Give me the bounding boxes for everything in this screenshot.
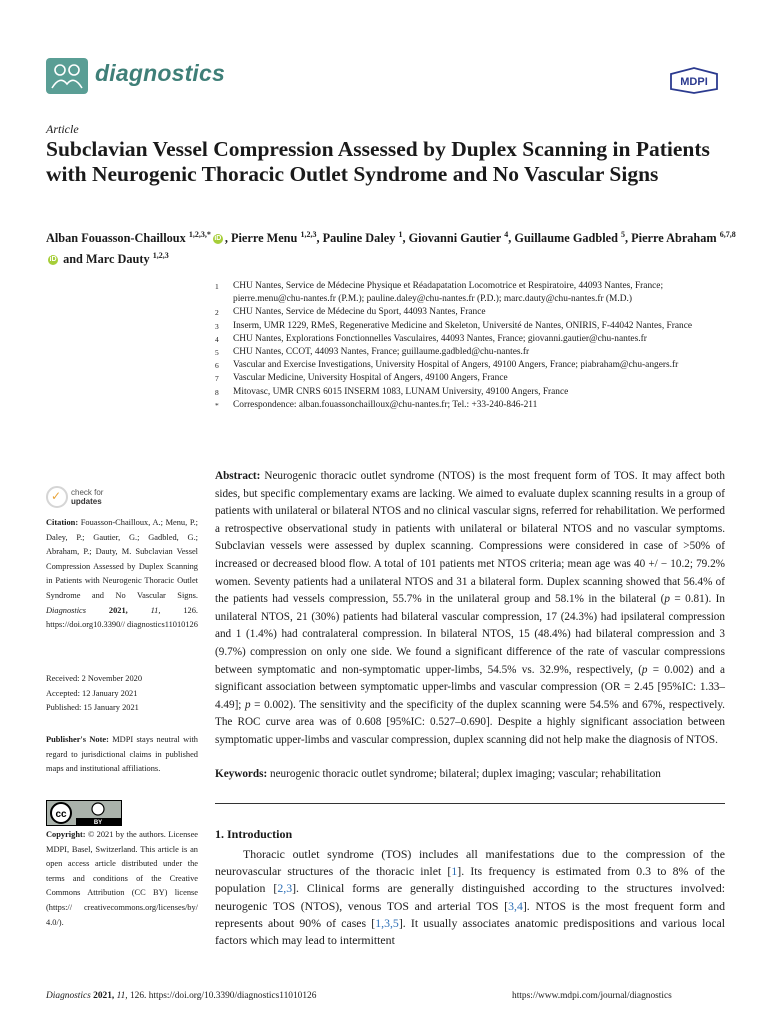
affiliation: 1 CHU Nantes, Service de Médecine Physique et Réadapatation Locomotrice et Respiratoire, 44093 Nantes, France; pierre.menu@chu-nantes.fr (P.M.); pauline.daley@chu-nantes.fr (P.D.); marc.dauty@chu-nantes.fr (M.D.) [215,281,664,305]
author-affil: 6,7,8 [719,230,736,239]
intro-paragraph: Thoracic outlet syndrome (TOS) includes all manifestations due to the compression of the neurovascular structures of the thoracic inlet [1]. Its frequency is estimated from 0.3 to 8% of the population [2,3]. Clinical forms are generally distinguished according to the structures involved: neurogenic TOS (NTOS), venous TOS and arterial TOS [3,4]. NTOS is the most frequent form and represents about 90% of cases [1,3,5]. It usually associates anatomic predispositions and various local factors which may lead to intermittent [215,847,726,948]
author-name[interactable]: Pauline Daley [322,231,396,246]
reference-link[interactable]: 1 [451,864,458,879]
affiliation: 3 Inserm, UMR 1229, RMeS, Regenerative Medicine and Skeleton, Université de Nantes, ONIRIS, F-44042 Nantes, France [215,320,693,331]
author-affil: 1,2,3,* [188,230,211,239]
svg-text:MDPI: MDPI [680,76,708,88]
author-affil: 1,2,3 [300,230,317,239]
affiliation: 5 CHU Nantes, CCOT, 44093 Nantes, France; guillaume.gadbled@chu-nantes.fr [215,347,530,358]
journal-name[interactable]: diagnostics [95,60,226,86]
author-affil: 1,2,3 [152,251,169,261]
cc-by-license-icon[interactable] [46,800,122,826]
orcid-icon[interactable]: iD [49,256,57,264]
check-updates-label[interactable]: check for updates [71,488,104,506]
affiliations [215,280,730,412]
footer-citation: Diagnostics 2021, 11, 126. https://doi.org/10.3390/diagnostics11010126 [46,991,317,1001]
footer-journal-url[interactable]: https://www.mdpi.com/journal/diagnostics [512,991,672,1001]
published-date: Published: 15 January 2021 [46,703,139,713]
journal-logo [46,58,88,94]
author-name[interactable]: Giovanni Gautier [408,231,502,246]
correspondence: * Correspondence: alban.fouassonchailloux@chu-nantes.fr; Tel.: +33-240-846-211 [215,399,538,410]
article-title: Subclavian Vessel Compression Assessed by Duplex Scanning in Patients with Neurogenic Thoracic Outlet Syndrome and No Vascular Signs [46,137,710,186]
reference-link[interactable]: 3,4 [508,898,523,913]
received-date: Received: 2 November 2020 [46,674,143,683]
mdpi-logo[interactable] [667,67,721,94]
publisher-note: Publisher's Note: MDPI stays neutral with regard to jurisdictional claims in published maps and institutional affiliations. [46,735,198,774]
accepted-date: Accepted: 12 January 2021 [46,688,138,698]
affiliation: 8 Mitovasc, UMR CNRS 6015 INSERM 1083, LUNAM University, 49100 Angers, France [215,386,569,397]
keywords: Keywords: neurogenic thoracic outlet syndrome; bilateral; duplex imaging; vascular; rehabilitation [215,768,661,780]
affiliation: 7 Vascular Medicine, University Hospital of Angers, 49100 Angers, France [215,373,508,384]
svg-text:cc: cc [55,809,67,820]
author-name[interactable]: Pierre Abraham [631,231,717,246]
affiliation: 6 Vascular and Exercise Investigations, University Hospital of Angers, 49100 Angers, France; piabraham@chu-angers.fr [215,360,679,371]
author-name[interactable]: Guillaume Gadbled [514,231,618,246]
section-heading: 1. Introduction [215,827,293,841]
reference-link[interactable]: 2,3 [277,881,293,896]
author-name[interactable]: Marc Dauty [85,252,150,267]
author-affil: 4 [504,230,509,239]
article-type: Article [46,122,79,136]
check-mark-icon: ✓ [51,489,62,503]
copyright-block: Copyright: © 2021 by the authors. Licensee MDPI, Basel, Switzerland. This article is an open access article distributed under the terms and conditions of the Creative Commons Attribution (CC BY) license (https:// creativecommons.org/licenses/by/ 4.0/). [46,830,198,927]
author-name[interactable]: Alban Fouasson-Chailloux [46,231,186,246]
author-name[interactable]: Pierre Menu [231,231,298,246]
abstract: Abstract: Neurogenic thoracic outlet syndrome (NTOS) is the most frequent form of TOS. It may affect both sides, but specific complementary exams are lacking. We aimed to evaluate duplex scanning results in a group of patients with unilateral or bilateral NTOS and no clinical vascular signs, referred for rehabilitation. We performed a retrospective observational study in patients with unilateral or bilateral NTOS and no vascular symptoms. Subclavian vessels were assessed by duplex scanning. Compressions were considered in case of >50% of increased or decreased blood flow. A total of 101 patients met NTOS criteria; mean age was 40 +/ − 10.2; 79.2% women. Seventy patients had a unilateral NTOS and 31 a bilateral form. Duplex scanning showed that 56.4% of the patients had vessels compression, 55.7% in the unilateral group and 58.1% in the bilateral (p = 0.81). In unilateral NTOS, 21 (30%) patients had bilateral vascular compression, 17 (24.3%) had ipsilateral compression and 1 (1.4%) had contralateral compression. In bilateral NTOS, 15 (48.4%) had bilateral compression and 3 (9.7%) compression on only one side. We found a significant difference of the rate of vascular compressions between symptomatic and non-symptomatic upper-limbs, 54.5% vs. 32.9%, respectively, (p = 0.002) and a significant association between symptomatic upper-limbs and vascular compression (OR = 2.45 [95%IC: 1.33–4.49]; p = 0.002). The sensitivity and the specificity of the duplex scanning were 54.5% and 67%, respectively. The ROC curve area was of 0.608 [95%IC: 0.527–0.690]. Despite a highly significant association between symptomatic upper-limbs and vascular compression, duplex scanning did not help make the diagnosis of NTOS. [215,470,726,746]
reference-link[interactable]: 1,3,5 [375,915,399,930]
section-divider [215,803,725,804]
orcid-icon[interactable]: iD [214,235,222,243]
affiliation: 2 CHU Nantes, Service de Médecine du Sport, 44093 Nantes, France [215,307,486,318]
dates-block [46,672,198,716]
author-affil: 5 [621,230,626,239]
svg-text:BY: BY [93,820,103,826]
citation-block: Citation: Fouasson-Chailloux, A.; Menu, P.; Daley, P.; Gautier, G.; Gadbled, G.; Abraham, P.; Dauty, M. Subclavian Vessel Compression Assessed by Duplex Scanning in Patients with Neurogenic Thoracic Outlet Syndrome and No Vascular Signs. Diagnostics 2021, 11, 126. https://doi.org10.3390// diagnostics11010126 [46,518,198,630]
author-affil: 1 [398,230,403,239]
author-list: Alban Fouasson-Chailloux $^{1,2,3,*}$ iD , Pierre Menu $^{1,2,3}$, Pauline Daley $^1$, Giovanni Gautier $^4$, Guillaume Gadbled $^5$, Pierre Abraham $^{6,7,8}$iD and Marc Dauty $^{1,2,3}$ [46,230,736,267]
affiliation: 4 CHU Nantes, Explorations Fonctionnelles Vasculaires, 44093 Nantes, France; giovanni.gautier@chu-nantes.fr [215,333,647,344]
